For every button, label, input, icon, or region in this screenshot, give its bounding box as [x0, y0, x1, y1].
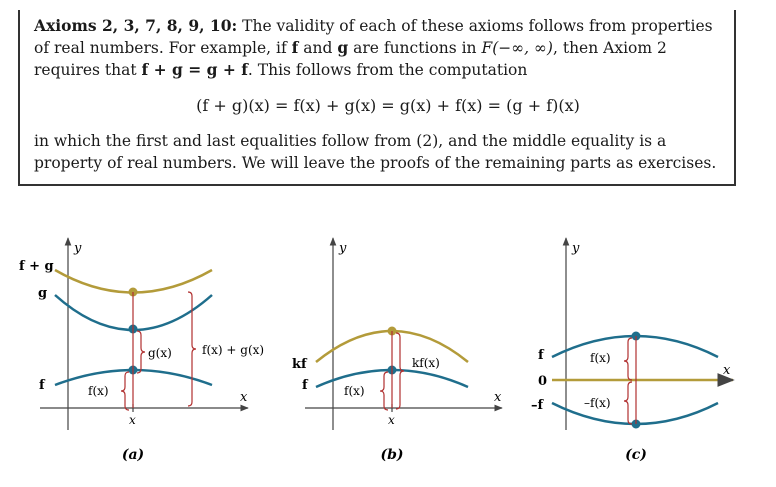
- brace-fx-label: f(x): [590, 351, 611, 365]
- brace-fx: [624, 338, 632, 380]
- label-f: f: [39, 378, 45, 393]
- brace-neg-fx-label: –f(x): [584, 396, 611, 410]
- y-axis-label: y: [339, 241, 347, 256]
- computation-equation: (f + g)(x) = f(x) + g(x) = g(x) + f(x) = (g + f)(x): [196, 96, 580, 115]
- text-run: , then Axiom 2 requires that: [34, 39, 667, 79]
- text-run: . This follows from the computation: [247, 61, 528, 79]
- brace-fx-label: f(x): [88, 384, 109, 398]
- y-axis-label: y: [74, 241, 82, 256]
- label-zero: 0: [538, 374, 548, 389]
- function-space: F(−∞, ∞): [481, 39, 553, 57]
- label-neg-f: –f: [531, 398, 544, 413]
- caption-b: (b): [380, 447, 404, 463]
- x-tick-label: x: [129, 413, 136, 427]
- brace-gx: [137, 331, 145, 373]
- label-g: g: [38, 286, 48, 301]
- bold-g: g: [337, 38, 349, 57]
- bold-f: f: [291, 38, 299, 57]
- x-axis-label: x: [494, 390, 502, 405]
- x-tick-label: x: [388, 413, 395, 427]
- brace-sum-label: f(x) + g(x): [202, 343, 265, 357]
- figure-b: [292, 238, 502, 463]
- brace-fx: [121, 372, 129, 410]
- caption-c: (c): [625, 447, 647, 463]
- label-f: f: [302, 378, 308, 393]
- caption-a: (a): [121, 447, 145, 463]
- label-f: f: [538, 348, 544, 363]
- x-axis-label: x: [723, 363, 731, 378]
- label-f-plus-g: f + g: [19, 259, 54, 274]
- y-axis-label: y: [572, 241, 580, 256]
- text-run: and: [298, 39, 338, 57]
- text-run: The validity of each of these axioms follows from properties of real numbers. For example, if: [34, 17, 713, 57]
- brace-neg-fx: [624, 382, 632, 424]
- x-axis-label: x: [240, 390, 248, 405]
- brace-kfx-label: kf(x): [412, 356, 440, 370]
- figure-c: [531, 238, 733, 463]
- label-kf: kf: [292, 357, 307, 372]
- brace-fx: [380, 372, 388, 410]
- proof-paragraph-2: in which the first and last equalities follow from (2), and the middle equality is a property of real numbers. We will leave the proofs of the remaining parts as exercises.: [34, 132, 717, 172]
- axiom-2-equation: f + g = g + f: [141, 60, 248, 79]
- brace-gx-label: g(x): [148, 346, 172, 360]
- figure-a: [19, 238, 264, 463]
- text-run: are functions in: [348, 39, 482, 57]
- brace-fx-label: f(x): [344, 384, 365, 398]
- axioms-heading: Axioms 2, 3, 7, 8, 9, 10:: [34, 16, 238, 35]
